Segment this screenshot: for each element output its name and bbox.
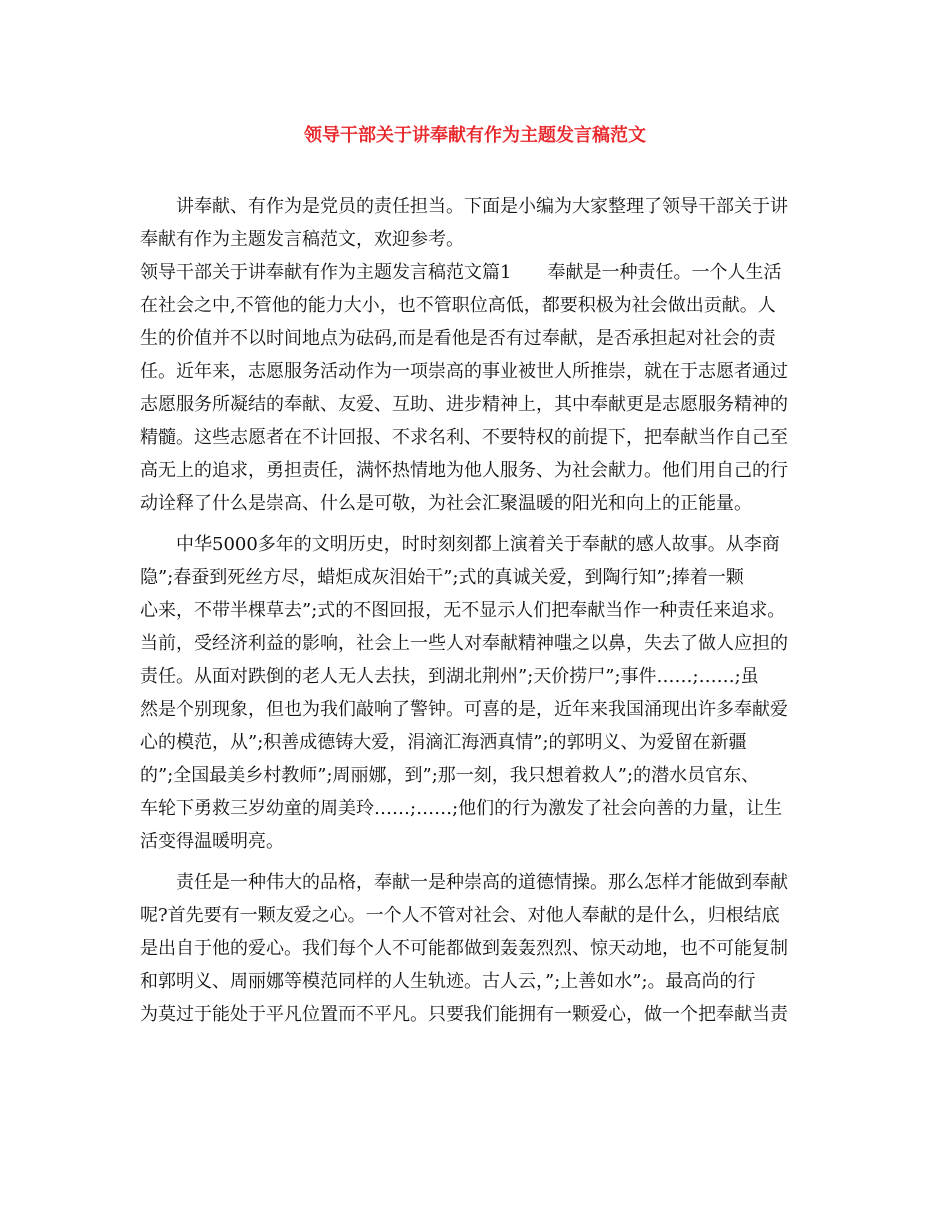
line-text: 隐”;春蚕到死丝方尽，蜡炬成灰泪始干”;式的真诚关爱，到陶行知”;捧着一颗 (140, 567, 744, 588)
paragraph-line (140, 825, 824, 858)
paragraph-line (140, 594, 824, 627)
paragraph-line (140, 693, 824, 726)
line-text: 责任。从面对跌倒的老人无人去扶，到湖北荆州”;天价捞尸”;事件……;……;虽 (140, 666, 759, 687)
line-text: 是出自于他的爱心。我们每个人不可能都做到轰轰烈烈、惊天动地，也不可能复制 (140, 938, 788, 959)
paragraph-line (140, 487, 824, 520)
line-text: 生的价值并不以时间地点为砝码,而是看他是否有过奉献，是否承担起对社会的责 (140, 328, 776, 349)
line-text: 志愿服务所凝结的奉献、友爱、互助、进步精神上，其中奉献更是志愿服务精神的 (140, 394, 788, 415)
paragraph-line (140, 528, 824, 561)
paragraph-line (140, 998, 824, 1031)
paragraph-line (140, 355, 824, 388)
line-text: 任。近年来，志愿服务活动作为一项崇高的事业被世人所推崇，就在于志愿者通过 (140, 361, 788, 382)
paragraph-line (140, 660, 824, 693)
line-text: 当前，受经济利益的影响，社会上一些人对奉献精神嗤之以鼻，失去了做人应担的 (140, 633, 788, 654)
line-text: 呢?首先要有一颗友爱之心。一个人不管对社会、对他人奉献的是什么，归根结底 (140, 905, 780, 926)
paragraph-line (140, 726, 824, 759)
paragraph-line (140, 421, 824, 454)
line-text-continuation: 奉献是一种责任。一个人生活 (547, 262, 782, 283)
paragraph-line (140, 256, 824, 289)
paragraph-line (140, 932, 824, 965)
line-text: 在社会之中,不管他的能力大小，也不管职位高低，都要积极为社会做出贡献。人 (140, 295, 776, 316)
paragraph-line (140, 388, 824, 421)
line-text: 奉献有作为主题发言稿范文，欢迎参考。 (140, 229, 464, 250)
line-text: 精髓。这些志愿者在不计回报、不求名利、不要特权的前提下，把奉献当作自己至 (140, 427, 788, 448)
line-text: 车轮下勇救三岁幼童的周美玲……;……;他们的行为激发了社会向善的力量，让生 (140, 798, 783, 819)
line-text: 心的模范，从”;积善成德铸大爱，涓滴汇海洒真情”;的郭明义、为爱留在新疆 (140, 732, 747, 753)
line-text: 动诠释了什么是崇高、什么是可敬，为社会汇聚温暖的阳光和向上的正能量。 (140, 493, 752, 514)
paragraph-line (140, 792, 824, 825)
paragraph-line (140, 223, 824, 256)
paragraph-line (140, 454, 824, 487)
line-text: 高无上的追求，勇担责任，满怀热情地为他人服务、为社会献力。他们用自己的行 (140, 460, 788, 481)
line-text: 和郭明义、周丽娜等模范同样的人生轨迹。古人云，”;上善如水”;。最高尚的行 (140, 971, 756, 992)
line-text: 讲奉献、有作为是党员的责任担当。下面是小编为大家整理了领导干部关于讲 (176, 196, 788, 217)
line-text: 然是个别现象，但也为我们敲响了警钟。可喜的是，近年来我国涌现出许多奉献爱 (140, 699, 788, 720)
line-text: 中华5000多年的文明历史，时时刻刻都上演着关于奉献的感人故事。从李商 (176, 534, 780, 555)
line-text: 心来，不带半棵草去”;式的不图回报，无不显示人们把奉献当作一种责任来追求。 (140, 600, 786, 621)
paragraph-line (140, 759, 824, 792)
document-body (140, 190, 824, 1031)
paragraph-line (140, 289, 824, 322)
paragraph-line (140, 899, 824, 932)
line-text: 活变得温暖明亮。 (140, 831, 284, 852)
document-title: 领导干部关于讲奉献有作为主题发言稿范文 (304, 125, 646, 146)
line-text: 的”;全国最美乡村教师”;周丽娜，到”;那一刻，我只想着救人”;的潜水员官东、 (140, 765, 760, 786)
paragraph-line (140, 866, 824, 899)
paragraph-line (140, 561, 824, 594)
paragraph-line (140, 965, 824, 998)
paragraph-line (140, 627, 824, 660)
line-text: 责任是一种伟大的品格，奉献一是种崇高的道德情操。那么怎样才能做到奉献 (176, 872, 788, 893)
line-text: 为莫过于能处于平凡位置而不平凡。只要我们能拥有一颗爱心，做一个把奉献当责 (140, 1004, 788, 1025)
paragraph-line (140, 322, 824, 355)
paragraph-line (140, 190, 824, 223)
line-text: 领导干部关于讲奉献有作为主题发言稿范文篇1 (140, 262, 512, 283)
